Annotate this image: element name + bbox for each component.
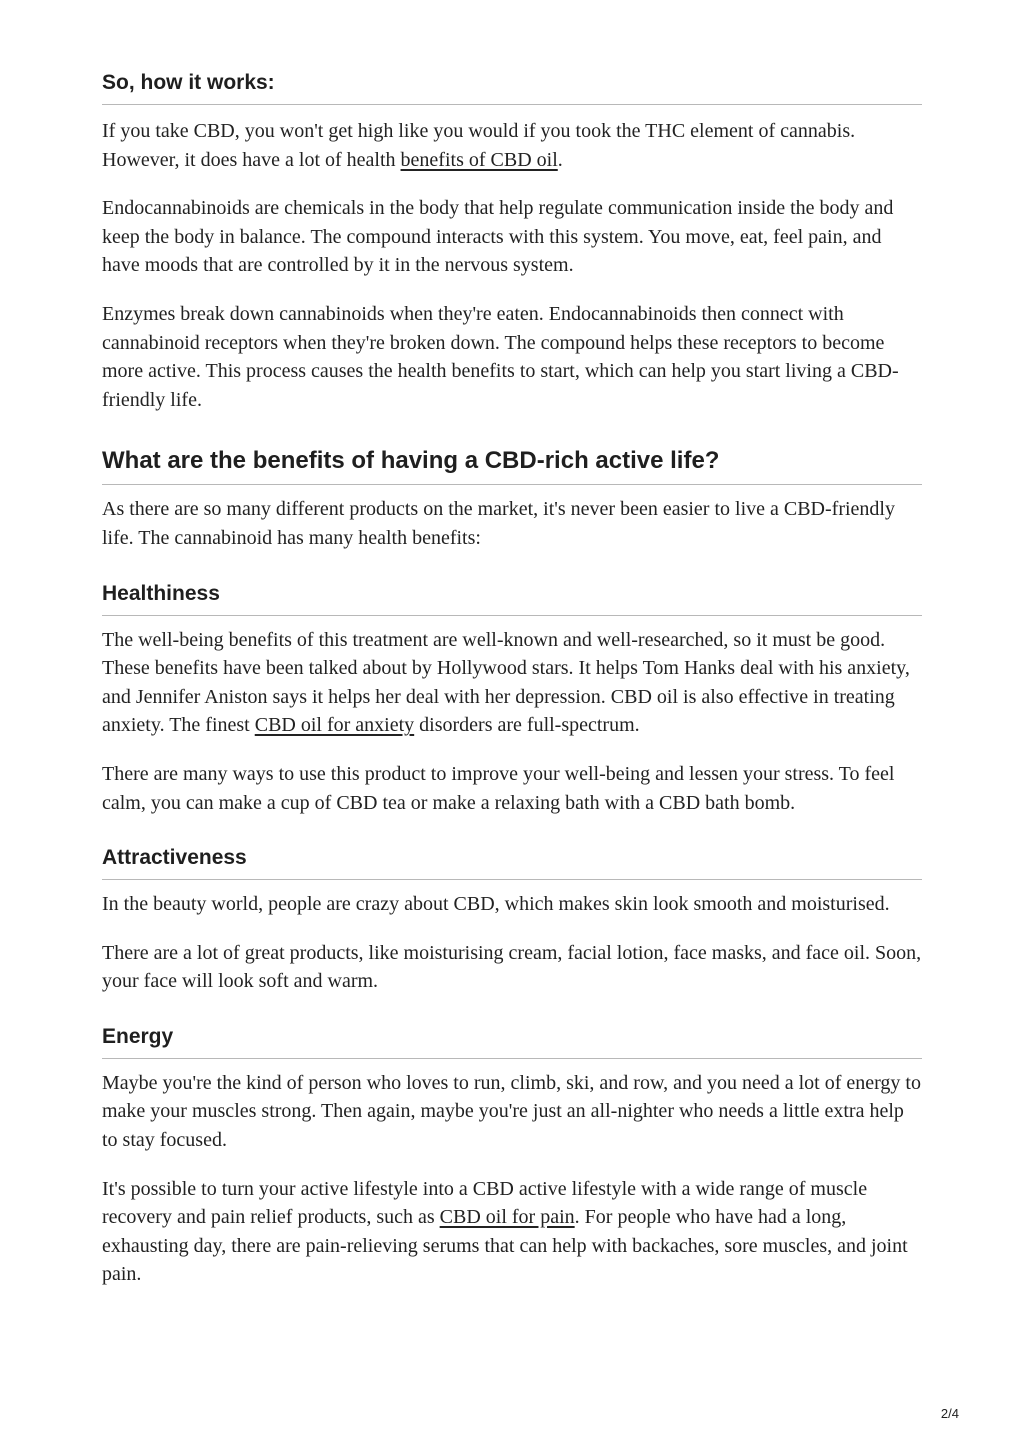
section-heading-attractiveness: Attractiveness	[102, 843, 922, 880]
how-it-works-paragraph-3: Enzymes break down cannabinoids when they're eaten. Endocannabinoids then connect with cannabinoid receptors when they're broken down. The compound helps these receptors to become more active. This process causes the health benefits to start, which can help you start living a CBD-friendly life.	[102, 302, 899, 411]
energy-paragraph-2	[102, 1175, 922, 1289]
benefits-of-cbd-oil-link[interactable]: benefits of CBD oil	[400, 148, 558, 171]
paragraph-text: .	[557, 148, 563, 171]
how-it-works-paragraph-1	[102, 117, 922, 174]
paragraph-text: . For people who have had a long, exhausting day, there are pain-relieving serums that can help with backaches, sore muscles, and joint pain.	[102, 1206, 908, 1286]
section-heading-benefits: What are the benefits of having a CBD-rich active life?	[102, 444, 922, 485]
cbd-oil-for-anxiety-link[interactable]: CBD oil for anxiety	[254, 714, 415, 737]
section-heading-healthiness: Healthiness	[102, 579, 922, 616]
section-heading-energy: Energy	[102, 1022, 922, 1059]
paragraph-text: If you take CBD, you won't get high like you would if you took the THC element of cannabis. However, it does have a lot of health	[102, 120, 856, 171]
article-body	[102, 68, 922, 1289]
energy-paragraph-1: Maybe you're the kind of person who loves to run, climb, ski, and row, and you need a lot of energy to make your muscles strong. Then again, maybe you're just an all-nighter who needs a little extra help to stay focused.	[102, 1071, 921, 1152]
attractiveness-paragraph-1: In the beauty world, people are crazy about CBD, which makes skin look smooth and moisturised.	[102, 893, 890, 916]
section-heading-how-it-works: So, how it works:	[102, 68, 922, 105]
page-number: 2/4	[940, 1406, 959, 1421]
healthiness-paragraph-1	[102, 626, 922, 740]
benefits-paragraph-1: As there are so many different products on the market, it's never been easier to live a CBD-friendly life. The cannabinoid has many health benefits:	[102, 498, 895, 549]
healthiness-paragraph-2: There are many ways to use this product to improve your well-being and lessen your stress. To feel calm, you can make a cup of CBD tea or make a relaxing bath with a CBD bath bomb.	[102, 762, 895, 814]
paragraph-text: The well-being benefits of this treatment are well-known and well-researched, so it must be good. These benefits have been talked about by Hollywood stars. It helps Tom Hanks deal with his anxiety, and Jennifer Aniston says it helps her deal with her depression. CBD oil is also effective in treating anxiety. The finest	[102, 628, 910, 737]
how-it-works-paragraph-2: Endocannabinoids are chemicals in the body that help regulate communication inside the body and keep the body in balance. The compound interacts with this system. You move, eat, feel pain, and have moods that are controlled by it in the nervous system.	[102, 197, 894, 277]
paragraph-text: disorders are full-spectrum.	[414, 714, 640, 737]
paragraph-text: It's possible to turn your active lifestyle into a CBD active lifestyle with a wide range of muscle recovery and pain relief products, such as	[102, 1177, 868, 1229]
cbd-oil-for-pain-link[interactable]: CBD oil for pain	[439, 1206, 575, 1229]
attractiveness-paragraph-2: There are a lot of great products, like moisturising cream, facial lotion, face masks, and face oil. Soon, your face will look soft and warm.	[102, 941, 922, 993]
